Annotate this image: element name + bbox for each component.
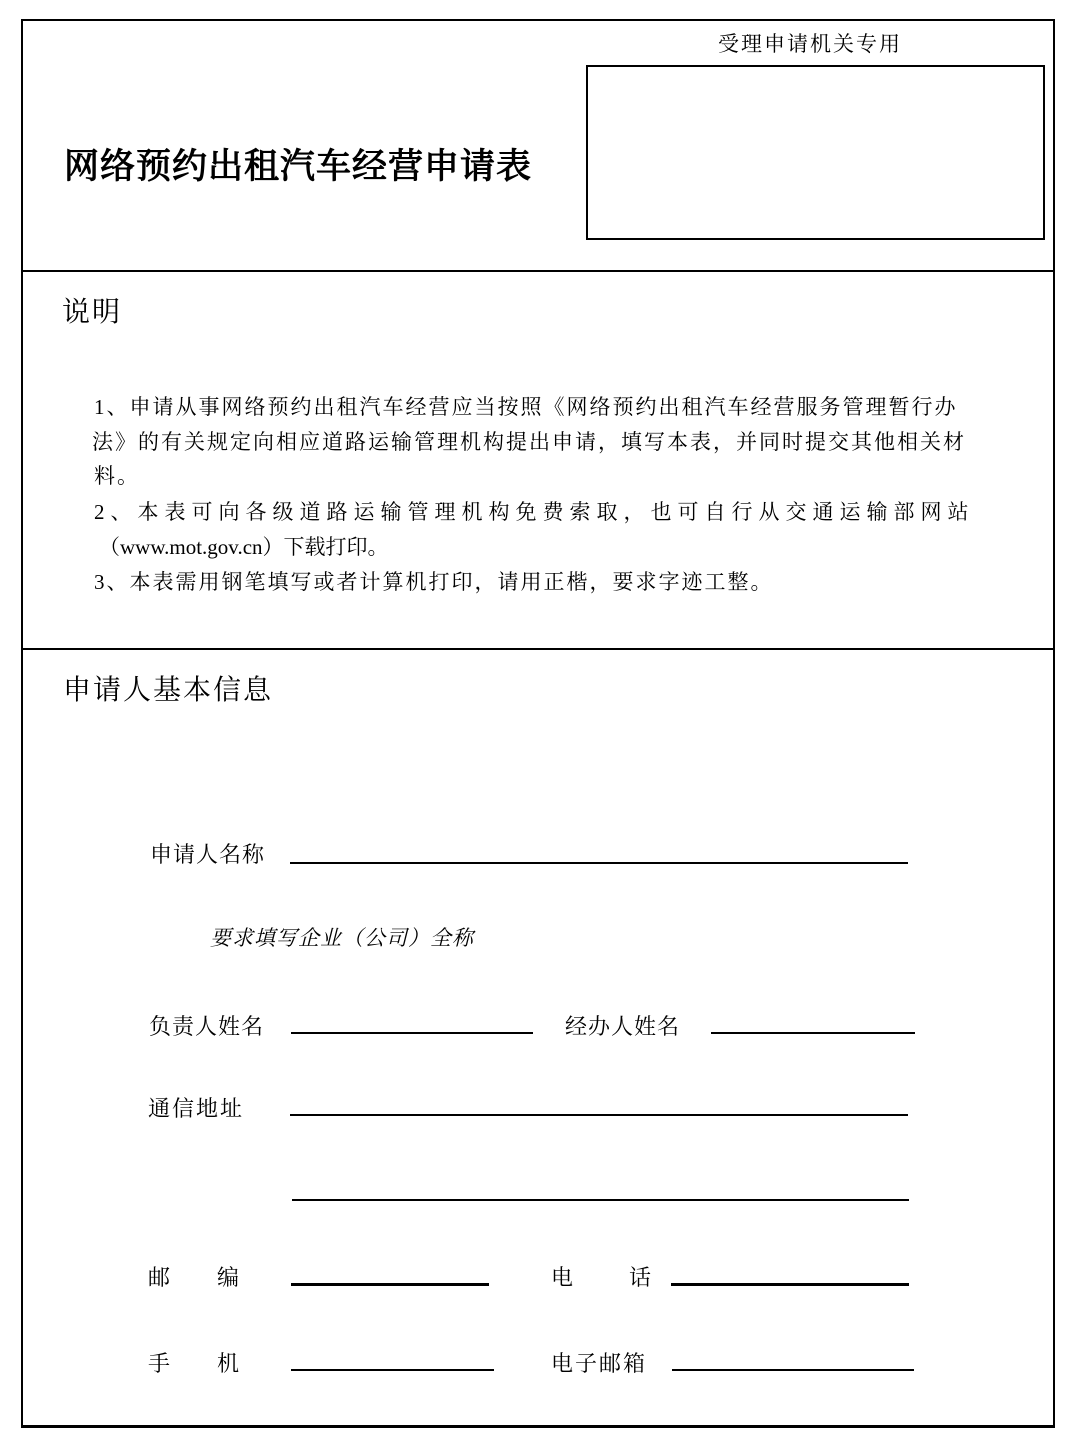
postcode-label: 邮 编 <box>148 1265 241 1290</box>
instruction-line-6: 3、本表需用钢笔填写或者计算机打印，请用正楷，要求字迹工整。 <box>94 570 774 594</box>
phone-underline <box>671 1283 909 1286</box>
handler-name-label: 经办人姓名 <box>565 1014 681 1039</box>
form-title: 网络预约出租汽车经营申请表 <box>64 147 533 186</box>
section-divider-1 <box>21 270 1055 272</box>
responsible-person-underline <box>291 1032 533 1034</box>
applicant-name-label: 申请人名称 <box>150 842 266 867</box>
stamp-box <box>586 65 1045 240</box>
instruction-line-1: 1、申请从事网络预约出租汽车经营应当按照《网络预约出租汽车经营服务管理暂行办 <box>94 395 958 419</box>
mobile-underline <box>291 1369 494 1371</box>
instructions-heading: 说明 <box>62 297 123 328</box>
instruction-line-2: 法》的有关规定向相应道路运输管理机构提出申请，填写本表，并同时提交其他相关材 <box>92 430 966 454</box>
address-underline-2 <box>292 1199 909 1201</box>
address-label: 通信地址 <box>148 1096 245 1121</box>
instruction-line-3: 料。 <box>94 464 140 488</box>
phone-label: 电 话 <box>551 1265 656 1290</box>
responsible-person-label: 负责人姓名 <box>149 1014 265 1039</box>
email-label: 电子邮箱 <box>551 1351 648 1376</box>
handler-name-underline <box>711 1032 915 1034</box>
instruction-line-4: 2、本表可向各级道路运输管理机构免费索取，也可自行从交通运输部网站 <box>94 500 975 524</box>
instruction-line-5: （www.mot.gov.cn）下载打印。 <box>99 535 389 559</box>
postcode-underline <box>291 1283 489 1286</box>
applicant-name-underline <box>290 862 908 864</box>
address-underline-1 <box>290 1114 908 1116</box>
applicant-name-note: 要求填写企业（公司）全称 <box>210 926 474 950</box>
mobile-label: 手 机 <box>148 1351 241 1376</box>
section-divider-2 <box>21 648 1055 650</box>
stamp-area-label: 受理申请机关专用 <box>718 32 902 56</box>
applicant-section-heading: 申请人基本信息 <box>63 675 274 706</box>
email-underline <box>672 1369 914 1371</box>
